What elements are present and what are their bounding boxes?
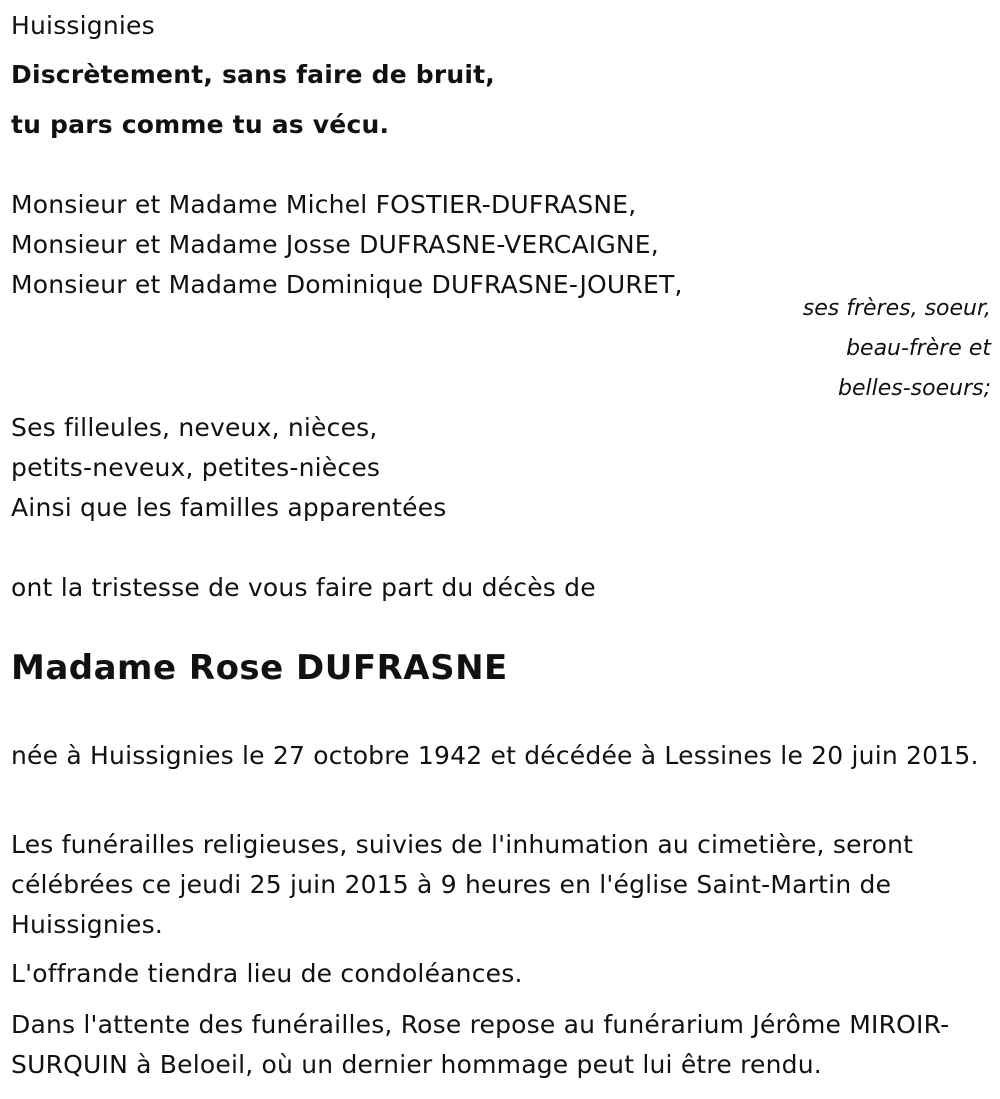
relation-line-3: belles-soeurs; — [838, 376, 991, 401]
place-heading: Huissignies — [11, 11, 155, 40]
relation-line-2: beau-frère et — [846, 336, 991, 361]
family-couple-1: Monsieur et Madame Michel FOSTIER-DUFRASNE, — [11, 190, 637, 219]
birth-death-paragraph: née à Huissignies le 27 octobre 1942 et décédée à Lessines le 20 juin 2015. — [11, 741, 979, 770]
verse-line-2: tu pars comme tu as vécu. — [11, 110, 390, 139]
announcement-text: ont la tristesse de vous faire part du décès de — [11, 573, 596, 602]
family-couple-2: Monsieur et Madame Josse DUFRASNE-VERCAIGNE, — [11, 230, 659, 259]
funeral-paragraph: Les funérailles religieuses, suivies de l'inhumation au cimetière, seront célébrées ce jeudi 25 juin 2015 à 9 heures en l'église Saint-Martin de Huissignies. — [11, 830, 914, 939]
others-line-2: petits-neveux, petites-nièces — [11, 453, 381, 482]
family-couple-3: Monsieur et Madame Dominique DUFRASNE-JOURET, — [11, 270, 683, 299]
others-line-1: Ses filleules, neveux, nièces, — [11, 413, 378, 442]
deceased-name: Madame Rose DUFRASNE — [11, 648, 508, 688]
condolences-paragraph: L'offrande tiendra lieu de condoléances. — [11, 959, 523, 988]
funerarium-paragraph: Dans l'attente des funérailles, Rose repose au funérarium Jérôme MIROIR-SURQUIN à Beloeil, où un dernier hommage peut lui être rendu. — [11, 1010, 950, 1079]
verse-line-1: Discrètement, sans faire de bruit, — [11, 60, 495, 89]
others-line-3: Ainsi que les familles apparentées — [11, 493, 447, 522]
relation-line-1: ses frères, soeur, — [802, 296, 991, 321]
